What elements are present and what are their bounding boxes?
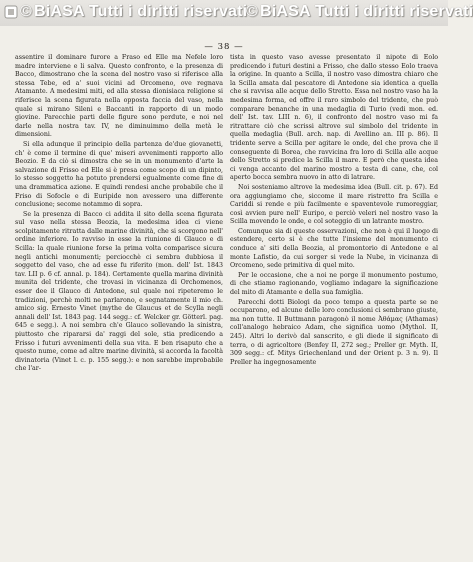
left-text-column — [15, 54, 223, 554]
page-number: — 38 — — [204, 42, 244, 52]
right-paragraph: Comunque sia di queste osservazioni, che non è qui il luogo di estendere, certo si è che tutte l'insieme del monumento ci conduce a' siti della Beozia, al promontorio di Antedone e al monte Lafistio, da cui sorger si vede la Nube, in vicinanza di Orcomeno, sede primitiva di quel mito. — [230, 227, 438, 270]
watermark-right-text: BiASA Tutti i diritti riservati — [260, 3, 473, 20]
left-paragraph: assentire il dominare furore a Fraso ed Elle ma Nefele loro madre interviene e li salva. Questo confronto, e la presenza di Bacco, dimostrano che la scena del nostro vaso si riferisce alla stessa Tebe, ed a' suoi vicini ad Orcomeno, ove regnava Atamante. A medesimi miti, ed alla stessa dionisiaca religione si riferisce la scena figurata nella opposta faccia del vaso, nella quale si mirano Sileni e Baccanti in rapporto di un modo giovine. Parecchie parti delle figure sono perdute, e noi nel darle nella nostra tav. IV, ne diminuimmo della metà le dimensioni. — [15, 54, 223, 139]
right-paragraph: tista in questo vaso avesse presentato il nipote di Eolo predicendo i futuri destini a Frisso, che dallo stesso Eolo traeva la origine. In quanto a Scilla, il nostro vaso dimostra chiaro che la Scilla amata dal pescatore di Antedone sia identica a quella che si ravvisa alle acque dello Stretto. Essa nel nostro vaso ha la medesima forma, ed offre il raro simbolo del tridente, che può comparare benanche in una medaglia di Turio (vedi mon. ed. dell' Ist. tav. LIII n. 6), il confronto del nostro vaso mi fa ritrattare ciò che scrissi altrove sul simbolo del tridente in quella medaglia (Bull. arch. nap. di Avellino an. III p. 86). Il tridente serve a Scilla per agitare le onde, del che prova che il conseguente di Borea, che ravvicina fra loro di Scilla alle acque dello Stretto si predice la Scilla il mare. E però che questa idea ci venga accanto del marino mostro a testa di cane, che, col aperto bocca sembra nuovo in atto di latrare. — [230, 54, 438, 182]
watermark-right — [246, 3, 473, 21]
left-paragraph: Se la presenza di Bacco ci addita il sito della scena figurata sul vaso nella stessa Beozia, la medesima idea ci viene scolpitamente ritratta dalle marine divinità, che si scorgono nell' ordine inferiore. Io ravviso in esse la riunione di Glauco e di Scilla: la quale riunione forse la prima volta comparisce sicura negli antichi monumenti; perciocchè ci sembra dubbiosa il soggetto del vaso, che ad esse fu riferito (mon. dell' Ist. 1843 tav. LII p. 6 cf. annal. p. 184). Certamente quella marina divinità munita del tridente, che trovasi in vicinanza di Orchomenos, esser dee il Glauco di Antedone, sul quale noi ripeteremo le tradizioni, perchè molti ne parlarono, e segnatamente il mio ch. amico sig. Ernesto Vinet (mythe de Glaucus et de Scylla negli annali dell' Ist. 1843 pag. 144 segg.: cf. Welcker gr. Götterl. pag. 645 e segg.). A noi sembra ch'e Glauco sollevando la sinistra, piuttosto che ripararsi da' raggi del sole, stia predicendo a Frisso i futuri avvenimenti della sua vita. E ben risaputo che a questo nume, come ad altre marine divinità, si accorda la facoltà divinatoria (Vinet l. c. p. 155 segg.): e non sarebbe improbabile che l'ar- — [15, 210, 223, 373]
watermark-left-text: BiASA Tutti i diritti riservati — [34, 3, 248, 20]
watermark-banner — [0, 0, 473, 26]
left-paragraph: Si ella adunque il principio della partenza de'due giovanetti, ch' è come il termine di que' miseri avvenimenti rapporto allo Beozio. E da ciò si dimostra che se in un monumento d'arte la salvazione di Frisso ed Elle si è presa come scopo di un dipinto, lo stesso soggetto ha potuto prendersi egualmente come fine di una drammatica azione. E quindi rendesi anche probabile che il Friso di Sofocle e di Euripide non avessero una differente conclusione; secome notammo di sopra. — [15, 140, 223, 209]
copyright-symbol: © — [246, 3, 258, 20]
watermark-left — [20, 3, 247, 21]
right-paragraph: Parecchi dotti Biologi da poco tempo a questa parte se ne occuparono, ed alcune delle loro conclusioni ci sembrano giuste, ma non tutte. Il Buttmann paragonò il nome Ἀθάμας (Athamas) coll'analogo hebraico Adam, che significa uomo (Mythol. II, 245). Altri lo derivò dal sanscrito, e gli diede il significato di terra, o di agricoltore (Benfey II, 272 seg.; Preller gr. Myth. II, 309 segg.: cf. Mitys Griechenland und der Orient p. 3 n. 9). Il Preller ha ingegnosamente — [230, 298, 438, 366]
biasa-logo-icon — [4, 5, 18, 19]
right-paragraph: Noi sosteniamo altrove la medesima idea (Bull. cit. p. 67). Ed ora aggiungiamo che, siccome il mare ristretto fra Scilla e Cariddi si rende e più facilmente e spaventevole rumoreggiar, così avvien pure nell' Euripo, e perciò veleri nel nostro vaso la Scilla movendo le onde, e col soteggio di un latrante mostro. — [230, 183, 438, 226]
right-text-column — [230, 54, 438, 554]
copyright-symbol: © — [20, 3, 32, 20]
right-paragraph: Per le occasione, che a noi ne porge il monumento postumo, di che stiamo ragionando, vogliamo indagare la significazione del mito di Atamante e della sua famiglia. — [230, 271, 438, 297]
